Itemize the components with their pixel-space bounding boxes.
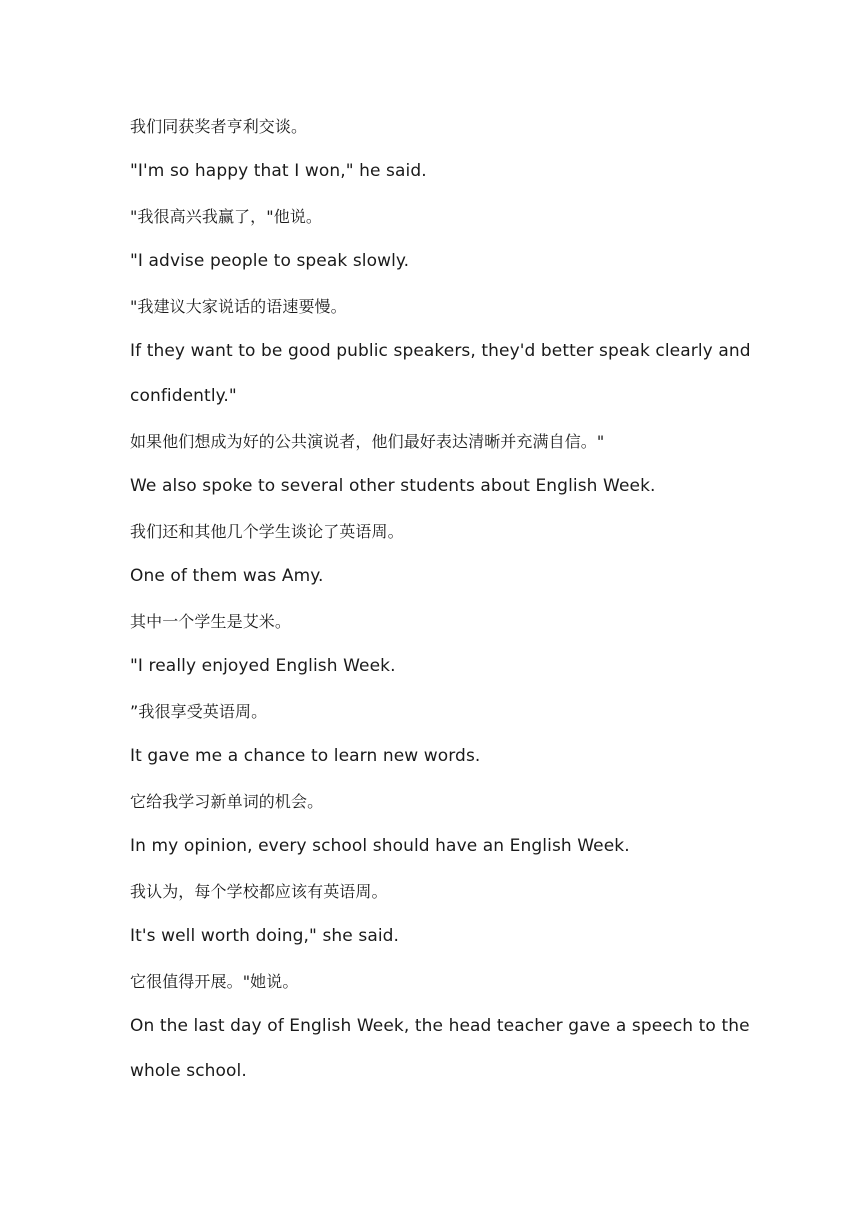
text-line: "I really enjoyed English Week. (130, 656, 396, 676)
text-line: In my opinion, every school should have an English Week. (130, 836, 630, 856)
text-line: 我认为，每个学校都应该有英语周。 (130, 882, 388, 901)
text-line: It's well worth doing," she said. (130, 926, 400, 946)
document-body (130, 112, 751, 1102)
text-line: 如果他们想成为好的公共演说者，他们最好表达清晰并充满自信。" (130, 432, 605, 451)
text-line: 它给我学习新单词的机会。 (130, 792, 324, 811)
text-line: We also spoke to several other students about English Week. (130, 476, 656, 496)
text-line: whole school. (130, 1061, 247, 1081)
text-line: "我建议大家说话的语速要慢。 (130, 297, 347, 316)
text-line: 它很值得开展。"她说。 (130, 972, 299, 991)
text-line: On the last day of English Week, the head teacher gave a speech to the (130, 1016, 750, 1036)
text-line: "I advise people to speak slowly. (130, 251, 410, 271)
text-line: It gave me a chance to learn new words. (130, 746, 481, 766)
text-line: confidently." (130, 386, 237, 406)
text-line: If they want to be good public speakers, they'd better speak clearly and (130, 341, 751, 361)
text-line: "我很高兴我赢了，"他说。 (130, 207, 323, 226)
text-line: 我们还和其他几个学生谈论了英语周。 (130, 522, 404, 541)
text-line: "I'm so happy that I won," he said. (130, 161, 427, 181)
text-line: ”我很享受英语周。 (130, 702, 268, 721)
text-line: 我们同获奖者亨利交谈。 (130, 117, 308, 136)
text-line: One of them was Amy. (130, 566, 324, 586)
text-line: 其中一个学生是艾米。 (130, 612, 292, 631)
